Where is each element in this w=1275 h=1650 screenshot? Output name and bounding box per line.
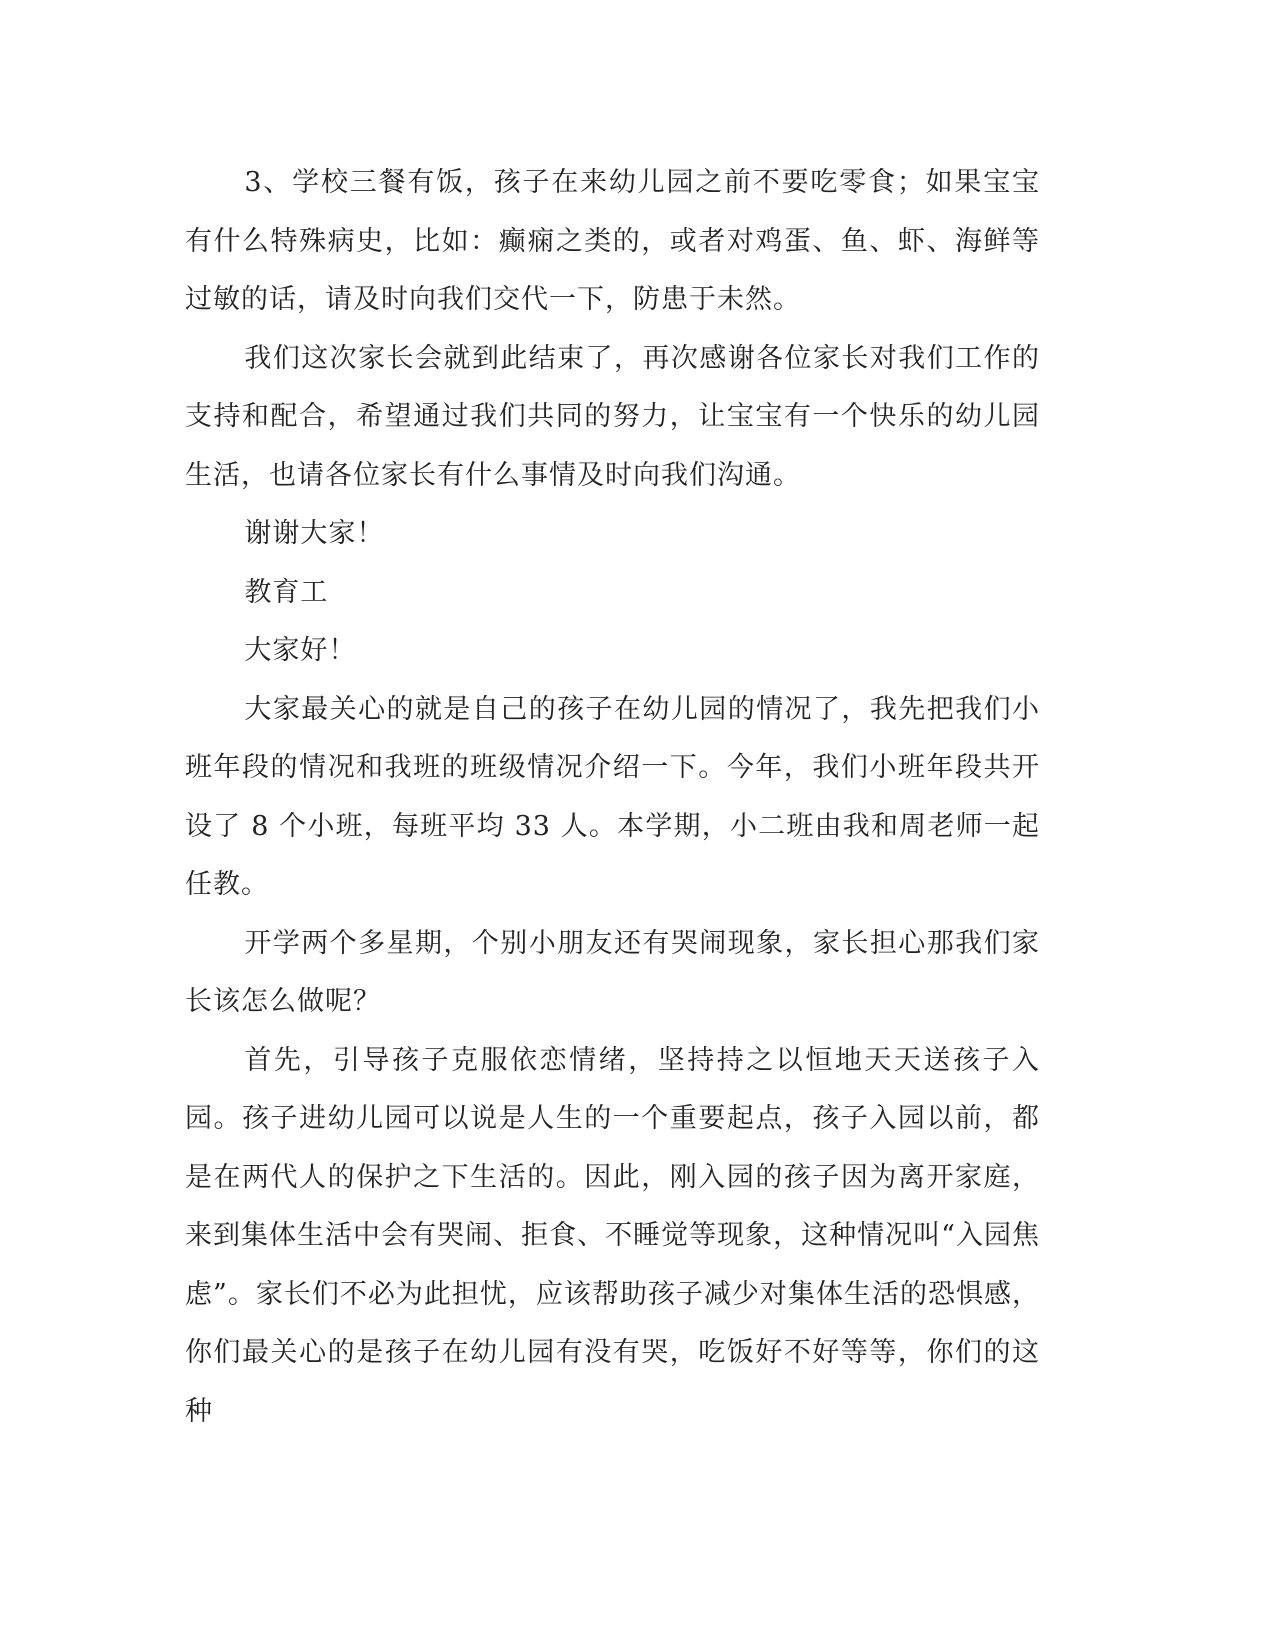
paragraph-parent-question: 开学两个多星期，个别小朋友还有哭闹现象，家长担心那我们家长该怎么做呢？ [185, 927, 1040, 1017]
paragraph-first-advice: 首先，引导孩子克服依恋情绪，坚持持之以恒地天天送孩子入园。孩子进幼儿园可以说是人生的一个重要起点，孩子入园以前，都是在两代人的保护之下生活的。因此，刚入园的孩子因为离开家庭，来到集体生活中会有哭闹、拒食、不睡觉等现象，这种情况叫“入园焦虑”。家长们不必为此担忧，应该帮助孩子减少对集体生活的恐惧感，你们最关心的是孩子在幼儿园有没有哭，吃饭好不好等等，你们的这种 [185, 1044, 1040, 1427]
paragraph-greeting: 大家好！ [244, 635, 357, 666]
document-body [185, 154, 1040, 1441]
paragraph-meal-notice: 3、学校三餐有饭，孩子在来幼儿园之前不要吃零食；如果宝宝有什么特殊病史，比如：癫痫之类的，或者对鸡蛋、鱼、虾、海鲜等过敏的话，请及时向我们交代一下，防患于未然。 [185, 167, 1040, 315]
paragraph-section-heading: 教育工 [244, 576, 329, 608]
paragraph-class-introduction: 大家最关心的就是自己的孩子在幼儿园的情况了，我先把我们小班年段的情况和我班的班级情况介绍一下。今年，我们小班年段共开设了 8 个小班，每班平均 33 人。本学期，小二班由我和周老师一起任教。 [185, 693, 1040, 900]
paragraph-closing-thanks: 我们这次家长会就到此结束了，再次感谢各位家长对我们工作的支持和配合，希望通过我们共同的努力，让宝宝有一个快乐的幼儿园生活，也请各位家长有什么事情及时向我们沟通。 [185, 342, 1040, 491]
paragraph-thank-you: 谢谢大家！ [244, 518, 385, 549]
